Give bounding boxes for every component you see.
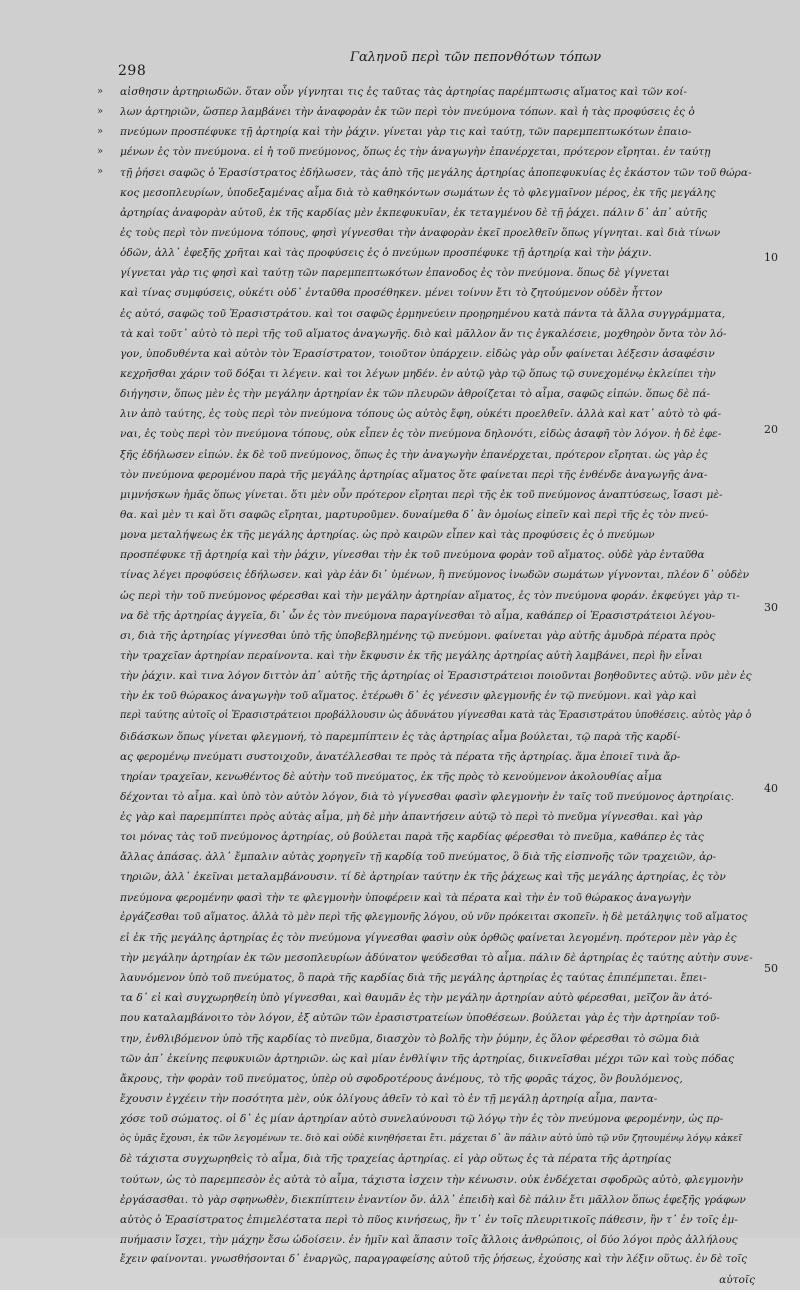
quote-mark: » bbox=[97, 126, 104, 137]
margin-line-number: 10 bbox=[764, 251, 778, 264]
text-line: προσπέφυκε τῇ ἀρτηρίᾳ καὶ τὴν ῥάχιν, γίνεσθαι τὴν ἐκ τοῦ πνεύμονα φορὰν τοῦ αἵματος. οὐδὲ γὰρ ἐνταῦθα bbox=[120, 549, 705, 562]
text-line: λιν ἀπὸ ταύτης, ἐς τοὺς περὶ τὸν πνεύμονα τόπους ὡς αὐτὸς ἔφη, οὐκέτι προελθεῖν. ἀλλὰ καὶ κατ᾽ αὐτὸ τὸ φά- bbox=[120, 408, 722, 421]
margin-line-number: 50 bbox=[764, 962, 778, 975]
text-line: μονα μεταλήψεως ἐκ τῆς μεγάλης ἀρτηρίας. ὡς πρὸ καιρῶν εἶπεν καὶ τὰς προφύσεις ἐς ὁ πνεύμων bbox=[120, 529, 655, 542]
text-line: δὲ τάχιστα συγχωρηθεὶς τὸ αἷμα, διὰ τῆς τραχείας ἀρτηρίας. εἰ γὰρ οὕτως ἐς τὰ πέρατα τῆς ἀρτηρίας bbox=[120, 1153, 672, 1166]
text-line: μιμνήσκων ἡμᾶς ὅπως γίνεται. ὅτι μὲν οὖν πρότερον εἴρηται περὶ τῆς ἐκ τοῦ πνεύμονος ἀναπτύσεως, ἴσασι μὲ- bbox=[120, 488, 723, 501]
text-line: πνεύμων προσπέφυκε τῇ ἀρτηρίᾳ καὶ τὴν ῥάχιν. γίνεται γὰρ τις καὶ ταύτῃ, τῶν παρεμπεπτωκότων ἐπαιο- bbox=[120, 126, 692, 139]
text-line: λων ἀρτηριῶν, ὥσπερ λαμβάνει τὴν ἀναφορὰν ἐκ τῶν περὶ τὸν πνεύμονα τόπων. καὶ ἡ τὰς προφύσεις ἐς ὁ bbox=[120, 106, 695, 119]
text-line: λαυνόμενον ὑπὸ τοῦ πνεύματος, ὃ παρὰ τῆς καρδίας διὰ τῆς μεγάλης ἀρτηρίας ἐς ταύτας ἐπιπέμπεται. ἔπει- bbox=[120, 972, 707, 985]
quote-mark: » bbox=[97, 146, 104, 157]
text-line: γον, ὑποδυθέντα καὶ αὐτὸν τὸν Ἐρασίστρατον, τοιοῦτον ὑπάρχειν. εἰδὼς γὰρ οὖν φαίνεται λέξεσιν ἀσαφέσιν bbox=[120, 347, 715, 360]
text-line: να δὲ τῆς ἀρτηρίας ἀγγεῖα, δι᾽ ὧν ἐς τὸν πνεύμονα παραγίνεσθαι τὸ αἷμα, καθάπερ οἱ Ἐρασιστράτειοι λέγου- bbox=[120, 609, 716, 622]
quote-mark: » bbox=[97, 106, 104, 117]
greek-text-block bbox=[120, 82, 755, 1290]
text-line: ἄκρους, τὴν φορὰν τοῦ πνεύματος, ὑπὲρ οὐ σφοδροτέρους ἀνέμους, τὸ τῆς φορᾶς τάχος, ὃν βουλόμενος, bbox=[120, 1072, 683, 1085]
text-line: τίνας λέγει προφύσεις ἐδήλωσεν. καὶ γὰρ ἐὰν δι᾽ ὑμένων, ἢ πνεύμονος ἰνωδῶν σωμάτων γίγνονται, πλέον δ᾽ οὐδὲν bbox=[120, 569, 750, 582]
text-line: ἄλλας ἁπάσας. ἀλλ᾽ ἔμπαλιν αὐτὰς χορηγεῖν τῇ καρδίᾳ τοῦ πνεύματος, ὃ διὰ τῆς εἰσπνοῆς τῶν τραχειῶν, ἀρ- bbox=[120, 851, 717, 864]
text-line: κεχρῆσθαι χάριν τοῦ δόξαι τι λέγειν. καὶ τοι λέγων μηδέν. ἐν αὐτῷ γὰρ τῷ ὅπως τῷ συνεχομένῳ ἐκλείπει τὴν bbox=[120, 367, 716, 380]
text-line: αὐτοῖς bbox=[719, 1274, 755, 1287]
text-line: αὐτὸς ὁ Ἐρασίστρατος ἐπιμελέστατα περὶ τὸ πῦος κινήσεως, ἢν τ᾽ ἐν τοῖς πλευριτικοῖς πάθεσιν, ἢν τ᾽ ἐν τοῖς ἐμ- bbox=[120, 1213, 738, 1226]
text-line: ὡς περὶ τὴν τοῦ πνεύμονος φέρεσθαι καὶ τὴν μεγάλην ἀρτηρίαν αἵματος, ἐς τὸν πνεύμονα φοράν. ἐκφεύγει γὰρ τι- bbox=[120, 589, 740, 602]
text-line: διήγησιν, ὅπως μὲν ἐς τὴν μεγάλην ἀρτηρίαν ἐκ τῶν πλευρῶν ἀθροίζεται τὸ αἷμα, σαφῶς εἰπών. ὅπως δὲ πά- bbox=[120, 388, 711, 401]
text-line: ὁδῶν, ἀλλ᾽ ἐφεξῆς χρῆται καὶ τὰς προφύσεις ἐς ὁ πνεύμων προσπέφυκε τῇ ἀρτηρίᾳ καὶ τὴν ῥάχιν. bbox=[120, 247, 652, 260]
text-line: ἐργάζεσθαι τοῦ αἵματος. ἀλλὰ τὸ μὲν περὶ τῆς φλεγμονῆς λόγου, οὐ νῦν πρόκειται σκοπεῖν. ἡ δὲ μετάληψις τοῦ αἵματος bbox=[120, 911, 748, 923]
quote-mark: » bbox=[97, 86, 104, 97]
text-line: κος μεσοπλευρίων, ὑποδεξαμένας αἷμα διὰ τὸ καθηκόντων σωμάτων ἐς τὸ φλεγμαῖνον μέρος, ἐκ τῆς μεγάλης bbox=[120, 186, 716, 199]
text-line: ἀρτηρίας ἀναφορὰν αὐτοῦ, ἐκ τῆς καρδίας μὲν ἐκπεφυκυῖαν, ἐκ τεταγμένου δὲ τῇ ῥάχει. πάλιν δ᾽ ἀπ᾽ αὐτῆς bbox=[120, 206, 708, 219]
text-line: τὰ καὶ τοῦτ᾽ αὐτὸ τὸ περὶ τῆς τοῦ αἵματος ἀναγωγῆς. διὸ καὶ μᾶλλον ἄν τις ἐγκαλέσειε, μοχθηρὸν ὄντα τὸν λό- bbox=[120, 327, 727, 340]
quote-mark: » bbox=[97, 166, 104, 177]
page-header bbox=[0, 50, 800, 80]
margin-line-number: 30 bbox=[764, 601, 778, 614]
text-line: τηρίαν τραχεῖαν, κενωθέντος δὲ αὐτὴν τοῦ πνεύματος, ἐκ τῆς πρὸς τὸ κενούμενον ἀκολουθίας αἷμα bbox=[120, 770, 663, 783]
text-line: δέχονται τὸ αἷμα. καὶ ὑπὸ τὸν αὐτὸν λόγον, διὰ τὸ γίγνεσθαι φασὶν φλεγμονὴν ἐν ταῖς τοῦ πνεύμονος ἀρτηρίαις. bbox=[120, 790, 735, 803]
text-line: τηριῶν, ἀλλ᾽ ἐκεῖναι μεταλαμβάνουσιν. τί δὲ ἀρτηρίαν ταύτην ἐκ τῆς ῥάχεως καὶ τῆς μεγάλης ἀρτηρίας, ἐς τὸν bbox=[120, 871, 726, 884]
text-line: ἔχειν φαίνονται. γνωσθήσονται δ᾽ ἐναργῶς, παραγραφείσης αὐτοῦ τῆς ῥήσεως, ἐχούσης καὶ τὴν λέξιν οὕτως. ἐν δὲ τοῖς bbox=[120, 1254, 747, 1266]
text-line: θα. καὶ μὲν τι καὶ ὅτι σαφῶς εἴρηται, μαρτυροῦμεν. δυναίμεθα δ᾽ ἂν ὁμοίως εἰπεῖν καὶ περὶ τῆς ἐς τὸν πνεύ- bbox=[120, 508, 709, 521]
margin-line-number: 20 bbox=[764, 423, 778, 436]
text-line: ἔχουσιν ἐγχέειν τὴν ποσότητα μὲν, οὐκ ὀλίγους ἀθεῖν τὸ καὶ τὸ ἐν τῇ μεγάλῃ ἀρτηρίᾳ αἷμα, παντα- bbox=[120, 1093, 658, 1106]
text-line: ἐργάσασθαι. τὸ γὰρ σφηνωθὲν, διεκπίπτειν ἐναντίον ὄν. ἀλλ᾽ ἐπειδὴ καὶ δὲ πάλιν ἔτι μᾶλλον ὅπως ἐφεξῆς γράφων bbox=[120, 1193, 746, 1206]
text-line: αἰσθησιν ἀρτηριωδῶν. ὅταν οὖν γίγνηται τις ἐς ταῦτας τὰς ἀρτηρίας παρέμπτωσις αἵματος καὶ τῶν κοί- bbox=[120, 86, 687, 98]
text-line: την, ἐνθλιβόμενον ὑπὸ τῆς καρδίας τὸ πνεῦμα, διασχὸν τὸ βολῆς τὴν ῥύμην, ἐς ὅλον φέρεσθαι τὸ σῶμα διὰ bbox=[120, 1032, 700, 1045]
running-head: Γαληνοῦ περὶ τῶν πεπονθότων τόπων bbox=[350, 50, 602, 65]
text-line: τὴν τραχεῖαν ἀρτηρίαν περαίνοντα. καὶ τὴν ἔκφυσιν ἐκ τῆς μεγάλης ἀρτηρίας αὐτὴ λαμβάνει, περὶ ἣν εἶναι bbox=[120, 649, 703, 662]
text-line: ναι, ἐς τοὺς περὶ τὸν πνεύμονα τόπους, οὐκ εἶπεν ἐς τὸν πνεύμονα δηλονότι, εἰδὼς ἀσαφῆ τὸν λόγον. ἡ δὲ ἐφε- bbox=[120, 428, 722, 441]
text-line: πυήμασιν ἴσχει, τὴν μάχην ἔσω ὠδοίσειν. ἐν ἡμῖν καὶ ἅπασιν τοῖς ἄλλοις ἀνθρώποις, οἱ δύο λόγοι πρὸς ἀλλήλους bbox=[120, 1234, 738, 1247]
text-line: τὴν μεγάλην ἀρτηρίαν ἐκ τῶν μεσοπλευρίων ἀδύνατον ψεύδεσθαι τὸ αἷμα. πάλιν δὲ ἀρτηρίας ἐς ταύτης αὐτὴν συνε- bbox=[120, 952, 753, 965]
text-line: καὶ τίνας συμφύσεις, οὐκέτι οὐδ᾽ ἐνταῦθα προσέθηκεν. μένει τοίνυν ἔτι τὸ ζητούμενον οὐδὲν ἧττον bbox=[120, 287, 663, 300]
text-line: ας φερομένῳ πνεύματι συστοιχοῦν, ἀνατέλλεσθαι τε πρὸς τὰ πέρατα τῆς ἀρτηρίας. ἅμα ἐποιεῖ τινὰ ἄρ- bbox=[120, 750, 681, 763]
text-line: σι, διὰ τῆς ἀρτηρίας γίγνεσθαι ὑπὸ τῆς ὑποβεβλημένης τῷ πνεύμονι. φαίνεται γὰρ αὐτῆς ἀμυδρὰ πέρατα πρὸς bbox=[120, 629, 716, 642]
text-line: ἐς αὐτό, σαφῶς τοῦ Ἐρασιστράτου. καὶ τοι σαφῶς ἑρμηνεύειν προῃρημένου κατὰ πάντα τὰ ἄλλα συγγράμματα, bbox=[120, 307, 726, 320]
text-line: τούτων, ὡς τὸ παρεμπεσὸν ἐς αὐτὰ τὸ αἷμα, τάχιστα ἰσχειν τὴν κένωσιν. οὐκ ἐνδέχεται σφοδρῶς αὐτὸ, φλεγμονὴν bbox=[120, 1173, 744, 1186]
text-line: χόσε τοῦ σώματος. οἱ δ᾽ ἐς μίαν ἀρτηρίαν αὐτὸ συνελαύνουσι τῷ λόγῳ τὴν ἐς τὸν πνεύμονα φερομένην, ὡς πρ- bbox=[120, 1113, 724, 1126]
text-line: τὴν ῥάχιν. καὶ τινα λόγον διττὸν ἀπ᾽ αὐτῆς τῆς ἀρτηρίας οἱ Ἐρασιστράτειοι ποιοῦνται βοηθοῦντες αὐτῷ. νῦν μὲν ἐς bbox=[120, 670, 752, 683]
text-line: τῶν ἀπ᾽ ἐκείνης πεφυκυιῶν ἀρτηριῶν. ὡς καὶ μίαν ἐνθλίψιν τῆς ἀρτηρίας, διικνεῖσθαι μέχρι τῶν καὶ τοὺς πόδας bbox=[120, 1052, 735, 1065]
page-number: 298 bbox=[118, 63, 147, 79]
text-line: που καταλαμβάνοιτο τὸν λόγον, ἐξ αὐτῶν τῶν ἐρασιστρατείων ὑποθέσεων. βούλεται γὰρ ἐς τὴν ἀρτηρίαν τοῦ- bbox=[120, 1012, 720, 1025]
text-line: τα δ᾽ εἰ καὶ συγχωρηθείη ὑπὸ γίγνεσθαι, καὶ θαυμᾶν ἐς τὴν μεγάλην ἀρτηρίαν αὐτὸ φέρεσθαι, μεῖζον ἂν ἀτό- bbox=[120, 992, 713, 1005]
text-line: γίγνεται γὰρ τις φησὶ καὶ ταύτῃ τῶν παρεμπεπτωκότων ἐπανοδος ἐς τὸν πνεύμονα. ὅπως δὲ γίγνεται bbox=[120, 267, 670, 280]
text-line: πνεύμονα φερομένην φασὶ τὴν τε φλεγμονὴν ὑποφέρειν καὶ τὰ πέρατα καὶ τὴν ἐν τοῦ θώρακος ἀναγωγὴν bbox=[120, 891, 692, 904]
text-line: μένων ἐς τὸν πνεύμονα. εἰ ἡ τοῦ πνεύμονος, ὅπως ἐς τὴν ἀναγωγὴν ἐπανέρχεται, πρότερον εἴρηται. ἐν ταύτῃ bbox=[120, 146, 711, 159]
text-line: περὶ ταύτης αὐτοῖς οἱ Ἐρασιστράτειοι προβάλλουσιν ὡς ἀδυνάτου γίγνεσθαι κατὰ τὰς Ἐρασιστράτου ὑποθέσεις. αὐτὸς γὰρ ὁ bbox=[120, 710, 752, 722]
text-line: εἰ ἐκ τῆς μεγάλης ἀρτηρίας ἐς τὸν πνεύμονα γίγνεσθαι φασὶν οὐκ ὀρθῶς φαίνεται λεγομένη. πρότερον μὲν γὰρ ἐς bbox=[120, 931, 737, 944]
text-line: διδάσκων ὅπως γίνεται φλεγμονή, τὸ παρεμπίπτειν ἐς τὰς ἀρτηρίας αἷμα βούλεται, τῷ παρὰ τῆς καρδί- bbox=[120, 730, 681, 743]
text-line: ἐς τοὺς περὶ τὸν πνεύμονα τόπους, φησὶ γίγνεσθαι τὴν ἀναφορὰν ἐκεῖ προελθεῖν ὅπως γίγνηται. καὶ διὰ τίνων bbox=[120, 226, 721, 239]
text-line: τὴν ἐκ τοῦ θώρακος ἀναγωγὴν τοῦ αἵματος. ἑτέρωθι δ᾽ ἐς γένεσιν φλεγμονῆς ἐν τῷ πνεύμονι. καὶ γὰρ καὶ bbox=[120, 690, 697, 703]
text-line: ἐς γὰρ καὶ παρεμπίπτει πρὸς αὐτὰς αἷμα, μὴ δὲ μὴν ἀπαντήσειν αὐτῷ τὸ περὶ τὸ πνεῦμα γίγνεσθαι. καὶ γὰρ bbox=[120, 811, 703, 824]
margin-line-number: 40 bbox=[764, 782, 778, 795]
text-line: τοι μόνας τὰς τοῦ πνεύμονος ἀρτηρίας, οὐ βούλεται παρὰ τῆς καρδίας φέρεσθαι τὸ πνεῦμα, καθάπερ ἐς τὰς bbox=[120, 831, 704, 844]
text-line: τὸν πνεύμονα φερομένου παρὰ τῆς μεγάλης ἀρτηρίας αἵματος ὅτε φαίνεται περὶ τῆς ἐνθένδε ἀναγωγῆς ἀνα- bbox=[120, 468, 708, 481]
text-line: ὸς ὑμᾶς ἔχουσι, ἐκ τῶν λεγομένων τε. διὸ καὶ οὐδὲ κινηθήσεται ἔτι. μάχεται δ᾽ ἂν πάλιν αὐτὸ ὑπὸ τῷ νῦν ζητουμένῳ λόγῳ κἀκεῖ bbox=[120, 1133, 742, 1145]
text-line: ξῆς ἐδήλωσεν εἰπών. ἐκ δὲ τοῦ πνεύμονος, ὅπως ἐς τὴν ἀναγωγὴν ἐπανέρχεται, πρότερον εἴρηται. ὡς γὰρ ἐς bbox=[120, 448, 708, 461]
text-line: τῇ ῥήσει σαφῶς ὁ Ἐρασίστρατος ἐδήλωσεν, τὰς ἀπὸ τῆς μεγάλης ἀρτηρίας ἀποπεφυκυίας ἐς ἑκάστον τῶν τοῦ θώρα- bbox=[120, 166, 752, 179]
